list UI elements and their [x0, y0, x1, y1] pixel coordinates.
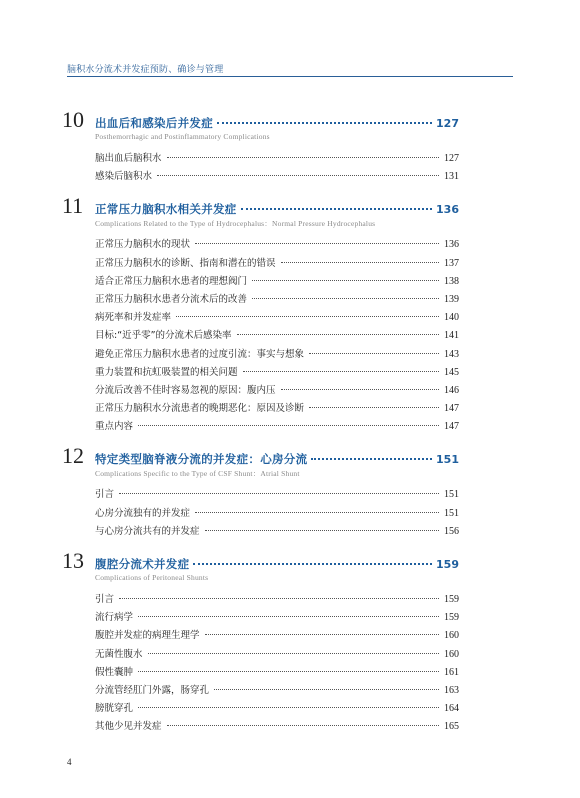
dot-leader — [205, 530, 439, 531]
chapter-page: 136 — [436, 203, 459, 217]
entry-title: 感染后脑积水 — [95, 171, 153, 183]
entry-title: 正常压力脑积水的现状 — [95, 239, 191, 251]
entry-title: 目标:“近乎零”的分流术后感染率 — [95, 330, 232, 342]
toc-entry[interactable] — [95, 505, 459, 523]
entry-title: 无菌性腹水 — [95, 648, 143, 660]
chapter-subtitle: Complications Specific to the Type of CSF Shunt：Atrial Shunt — [95, 469, 300, 479]
entry-title: 重力装置和抗虹吸装置的相关问题 — [95, 366, 238, 378]
entry-page: 145 — [444, 366, 459, 378]
entry-page: 160 — [444, 630, 459, 642]
dot-leader — [119, 493, 439, 494]
entry-title: 正常压力脑积水患者分流术后的改善 — [95, 293, 248, 305]
entry-page: 137 — [444, 257, 459, 269]
toc-entry[interactable] — [95, 273, 459, 291]
entry-title: 假性囊肿 — [95, 666, 134, 678]
entry-list — [95, 591, 459, 737]
toc-entry[interactable] — [95, 627, 459, 645]
dot-leader — [157, 175, 439, 176]
toc-entry[interactable] — [95, 364, 459, 382]
chapter-10 — [62, 108, 459, 186]
entry-title: 脑出血后脑积水 — [95, 153, 162, 164]
chapter-number: 12 — [62, 443, 84, 469]
dot-leader — [167, 157, 439, 158]
toc-entry[interactable] — [95, 486, 459, 504]
entry-list — [95, 486, 459, 541]
chapter-page: 151 — [436, 453, 459, 467]
dot-leader — [252, 280, 439, 281]
toc-entry[interactable] — [95, 291, 459, 309]
entry-page: 127 — [444, 153, 459, 164]
entry-title: 分流管经肛门外露，肠穿孔 — [95, 684, 210, 696]
dot-leader — [281, 262, 439, 263]
entry-title: 与心房分流共有的并发症 — [95, 525, 200, 537]
chapter-subtitle: Complications of Peritoneal Shunts — [95, 573, 209, 582]
table-of-contents — [62, 108, 459, 737]
entry-title: 膀胱穿孔 — [95, 703, 134, 715]
entry-title: 流行病学 — [95, 612, 134, 624]
dot-leader — [119, 598, 439, 599]
entry-page: 163 — [444, 684, 459, 696]
dot-leader — [148, 653, 439, 654]
toc-entry[interactable] — [95, 346, 459, 364]
entry-page: 143 — [444, 348, 459, 360]
entry-title: 引言 — [95, 489, 115, 501]
chapter-11 — [62, 194, 459, 436]
dot-leader — [195, 243, 439, 244]
toc-entry[interactable] — [95, 309, 459, 327]
entry-title: 心房分流独有的并发症 — [95, 507, 191, 519]
dot-leader — [217, 122, 432, 124]
entry-page: 159 — [444, 612, 459, 624]
dot-leader — [167, 725, 439, 726]
chapter-page: 159 — [436, 558, 459, 571]
dot-leader — [138, 671, 439, 672]
entry-page: 147 — [444, 403, 459, 415]
entry-page: 156 — [444, 525, 459, 537]
dot-leader — [138, 425, 439, 426]
entry-page: 146 — [444, 384, 459, 396]
entry-page: 138 — [444, 275, 459, 287]
toc-entry[interactable] — [95, 523, 459, 541]
entry-title: 腹腔并发症的病理生理学 — [95, 630, 200, 642]
entry-title: 适合正常压力脑积水患者的理想阀门 — [95, 275, 248, 287]
entry-page: 151 — [444, 507, 459, 519]
toc-entry[interactable] — [95, 718, 459, 736]
chapter-13 — [62, 549, 459, 737]
entry-page: 160 — [444, 648, 459, 660]
toc-entry[interactable] — [95, 682, 459, 700]
running-header: 脑积水分流术并发症预防、确诊与管理 — [67, 65, 224, 75]
entry-page: 141 — [444, 330, 459, 342]
dot-leader — [237, 334, 439, 335]
toc-entry[interactable] — [95, 418, 459, 436]
entry-page: 151 — [444, 489, 459, 501]
toc-entry[interactable] — [95, 700, 459, 718]
entry-title: 重点内容 — [95, 421, 134, 433]
entry-page: 131 — [444, 171, 459, 183]
toc-entry[interactable] — [95, 236, 459, 254]
dot-leader — [195, 512, 439, 513]
chapter-heading[interactable] — [62, 549, 459, 573]
toc-entry[interactable] — [95, 327, 459, 345]
dot-leader — [311, 458, 432, 460]
chapter-title: 腹腔分流术并发症 — [95, 557, 190, 571]
chapter-subtitle: Posthemorrhagic and Postinflammatory Complications — [95, 132, 270, 141]
entry-page: 161 — [444, 666, 459, 678]
entry-page: 147 — [444, 421, 459, 433]
chapter-12 — [62, 444, 459, 541]
dot-leader — [309, 353, 439, 354]
entry-page: 136 — [444, 239, 459, 251]
toc-entry[interactable] — [95, 255, 459, 273]
dot-leader — [214, 689, 439, 690]
entry-page: 140 — [444, 312, 459, 324]
entry-title: 分流后改善不佳时容易忽视的原因：腹内压 — [95, 384, 276, 396]
dot-leader — [241, 208, 432, 210]
chapter-heading[interactable] — [62, 108, 459, 132]
chapter-subtitle: Complications Related to the Type of Hydrocephalus：Normal Pressure Hydrocephalus — [95, 219, 376, 229]
dot-leader — [138, 707, 439, 708]
entry-title: 正常压力脑积水分流患者的晚期恶化：原因及诊断 — [95, 403, 305, 415]
entry-title: 其他少见并发症 — [95, 721, 162, 733]
dot-leader — [243, 371, 439, 372]
toc-entry[interactable] — [95, 150, 459, 168]
chapter-heading[interactable] — [62, 444, 459, 468]
entry-page: 139 — [444, 293, 459, 305]
toc-entry[interactable] — [95, 591, 459, 609]
dot-leader — [309, 407, 439, 408]
toc-entry[interactable] — [95, 382, 459, 400]
dot-leader — [252, 298, 439, 299]
chapter-title: 出血后和感染后并发症 — [95, 116, 213, 130]
chapter-number: 10 — [62, 107, 84, 132]
chapter-title: 特定类型脑脊液分流的并发症：心房分流 — [95, 452, 308, 467]
header-rule — [67, 76, 513, 77]
entry-page: 164 — [444, 703, 459, 715]
entry-list — [95, 236, 459, 436]
entry-list — [95, 150, 459, 186]
entry-page: 165 — [444, 721, 459, 733]
chapter-number: 13 — [62, 548, 84, 573]
dot-leader — [138, 616, 439, 617]
entry-title: 避免正常压力脑积水患者的过度引流：事实与想象 — [95, 348, 305, 360]
entry-title: 正常压力脑积水的诊断、指南和潜在的错误 — [95, 257, 276, 269]
dot-leader — [193, 563, 432, 565]
toc-entry[interactable] — [95, 664, 459, 682]
chapter-page: 127 — [436, 117, 459, 130]
page-number: 4 — [67, 757, 72, 767]
dot-leader — [176, 316, 439, 317]
toc-entry[interactable] — [95, 400, 459, 418]
entry-title: 病死率和并发症率 — [95, 312, 172, 324]
toc-entry[interactable] — [95, 609, 459, 627]
dot-leader — [205, 634, 439, 635]
toc-entry[interactable] — [95, 168, 459, 186]
chapter-heading[interactable] — [62, 194, 459, 218]
entry-page: 159 — [444, 594, 459, 605]
chapter-number: 11 — [62, 193, 84, 219]
chapter-title: 正常压力脑积水相关并发症 — [95, 202, 237, 217]
entry-title: 引言 — [95, 594, 115, 605]
toc-entry[interactable] — [95, 646, 459, 664]
dot-leader — [281, 389, 439, 390]
